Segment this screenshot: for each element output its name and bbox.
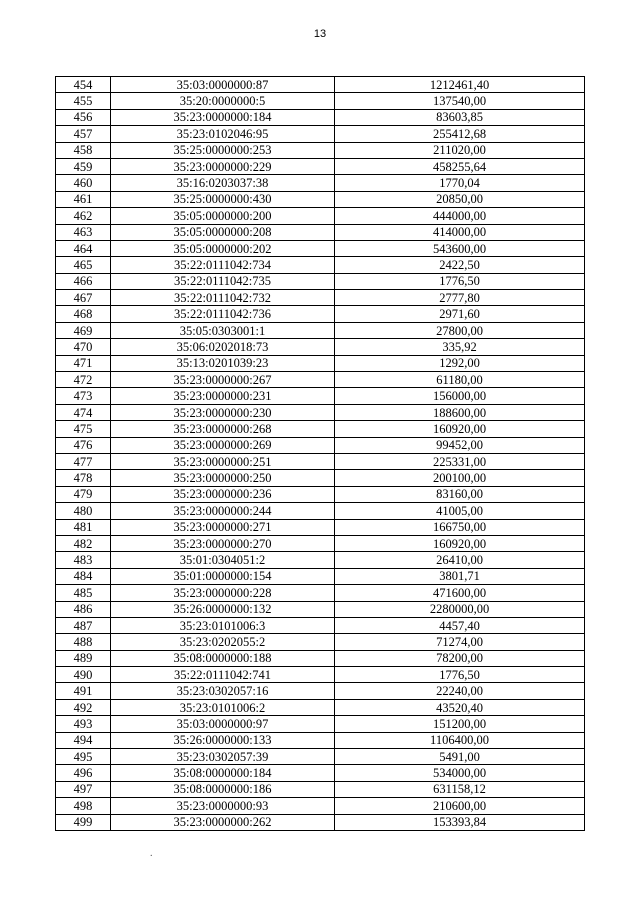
table-row — [56, 486, 585, 502]
cadastral-number-cell: 35:26:0000000:132 — [111, 601, 335, 617]
value-cell: 1292,00 — [335, 355, 585, 371]
cadastral-number-cell: 35:23:0000000:229 — [111, 158, 335, 174]
row-number-cell: 483 — [56, 552, 111, 568]
value-cell: 43520,40 — [335, 699, 585, 715]
cadastral-number-cell: 35:25:0000000:253 — [111, 142, 335, 158]
row-number-cell: 493 — [56, 716, 111, 732]
row-number-cell: 463 — [56, 224, 111, 240]
row-number-cell: 492 — [56, 699, 111, 715]
row-number-cell: 461 — [56, 191, 111, 207]
row-number-cell: 496 — [56, 765, 111, 781]
page-number: 13 — [313, 28, 327, 40]
row-number-cell: 473 — [56, 388, 111, 404]
table-row — [56, 716, 585, 732]
table-row — [56, 290, 585, 306]
cadastral-number-cell: 35:23:0000000:184 — [111, 109, 335, 125]
row-number-cell: 499 — [56, 814, 111, 830]
cadastral-number-cell: 35:01:0000000:154 — [111, 568, 335, 584]
row-number-cell: 472 — [56, 372, 111, 388]
table-row — [56, 765, 585, 781]
cadastral-number-cell: 35:23:0000000:269 — [111, 437, 335, 453]
table-row — [56, 93, 585, 109]
registry-table-body — [56, 77, 585, 831]
row-number-cell: 494 — [56, 732, 111, 748]
value-cell: 22240,00 — [335, 683, 585, 699]
row-number-cell: 470 — [56, 339, 111, 355]
cadastral-number-cell: 35:23:0000000:268 — [111, 421, 335, 437]
cadastral-number-cell: 35:23:0000000:267 — [111, 372, 335, 388]
table-row — [56, 437, 585, 453]
table-row — [56, 372, 585, 388]
cadastral-number-cell: 35:23:0101006:3 — [111, 617, 335, 633]
value-cell: 26410,00 — [335, 552, 585, 568]
table-row — [56, 191, 585, 207]
value-cell: 211020,00 — [335, 142, 585, 158]
cadastral-number-cell: 35:20:0000000:5 — [111, 93, 335, 109]
cadastral-number-cell: 35:23:0000000:271 — [111, 519, 335, 535]
table-row — [56, 601, 585, 617]
value-cell: 335,92 — [335, 339, 585, 355]
table-row — [56, 77, 585, 93]
table-row — [56, 453, 585, 469]
table-row — [56, 617, 585, 633]
row-number-cell: 475 — [56, 421, 111, 437]
table-row — [56, 749, 585, 765]
registry-table — [55, 76, 585, 831]
table-row — [56, 568, 585, 584]
table-row — [56, 699, 585, 715]
row-number-cell: 482 — [56, 535, 111, 551]
table-row — [56, 257, 585, 273]
row-number-cell: 479 — [56, 486, 111, 502]
value-cell: 458255,64 — [335, 158, 585, 174]
table-row — [56, 322, 585, 338]
value-cell: 2422,50 — [335, 257, 585, 273]
cadastral-number-cell: 35:08:0000000:188 — [111, 650, 335, 666]
value-cell: 41005,00 — [335, 503, 585, 519]
row-number-cell: 484 — [56, 568, 111, 584]
cadastral-number-cell: 35:23:0000000:270 — [111, 535, 335, 551]
cadastral-number-cell: 35:13:0201039:23 — [111, 355, 335, 371]
cadastral-number-cell: 35:05:0000000:200 — [111, 208, 335, 224]
cadastral-number-cell: 35:23:0000000:250 — [111, 470, 335, 486]
table-row — [56, 667, 585, 683]
cadastral-number-cell: 35:26:0000000:133 — [111, 732, 335, 748]
value-cell: 2280000,00 — [335, 601, 585, 617]
table-row — [56, 208, 585, 224]
cadastral-number-cell: 35:03:0000000:97 — [111, 716, 335, 732]
table-row — [56, 175, 585, 191]
value-cell: 543600,00 — [335, 240, 585, 256]
value-cell: 83603,85 — [335, 109, 585, 125]
row-number-cell: 477 — [56, 453, 111, 469]
cadastral-number-cell: 35:16:0203037:38 — [111, 175, 335, 191]
cadastral-number-cell: 35:23:0000000:236 — [111, 486, 335, 502]
value-cell: 20850,00 — [335, 191, 585, 207]
value-cell: 225331,00 — [335, 453, 585, 469]
table-row — [56, 634, 585, 650]
row-number-cell: 478 — [56, 470, 111, 486]
row-number-cell: 456 — [56, 109, 111, 125]
row-number-cell: 468 — [56, 306, 111, 322]
table-row — [56, 109, 585, 125]
cadastral-number-cell: 35:22:0111042:734 — [111, 257, 335, 273]
cadastral-number-cell: 35:01:0304051:2 — [111, 552, 335, 568]
value-cell: 151200,00 — [335, 716, 585, 732]
table-row — [56, 240, 585, 256]
table-row — [56, 585, 585, 601]
table-row — [56, 535, 585, 551]
value-cell: 160920,00 — [335, 421, 585, 437]
value-cell: 200100,00 — [335, 470, 585, 486]
row-number-cell: 497 — [56, 781, 111, 797]
table-row — [56, 650, 585, 666]
value-cell: 2777,80 — [335, 290, 585, 306]
value-cell: 71274,00 — [335, 634, 585, 650]
cadastral-number-cell: 35:23:0302057:16 — [111, 683, 335, 699]
value-cell: 153393,84 — [335, 814, 585, 830]
row-number-cell: 476 — [56, 437, 111, 453]
cadastral-number-cell: 35:23:0000000:231 — [111, 388, 335, 404]
value-cell: 471600,00 — [335, 585, 585, 601]
row-number-cell: 474 — [56, 404, 111, 420]
row-number-cell: 495 — [56, 749, 111, 765]
row-number-cell: 471 — [56, 355, 111, 371]
table-row — [56, 503, 585, 519]
cadastral-number-cell: 35:05:0000000:202 — [111, 240, 335, 256]
cadastral-number-cell: 35:22:0111042:741 — [111, 667, 335, 683]
cadastral-number-cell: 35:23:0000000:244 — [111, 503, 335, 519]
table-row — [56, 306, 585, 322]
cadastral-number-cell: 35:23:0202055:2 — [111, 634, 335, 650]
value-cell: 4457,40 — [335, 617, 585, 633]
row-number-cell: 485 — [56, 585, 111, 601]
value-cell: 1776,50 — [335, 667, 585, 683]
row-number-cell: 467 — [56, 290, 111, 306]
row-number-cell: 498 — [56, 798, 111, 814]
value-cell: 2971,60 — [335, 306, 585, 322]
row-number-cell: 480 — [56, 503, 111, 519]
value-cell: 444000,00 — [335, 208, 585, 224]
value-cell: 210600,00 — [335, 798, 585, 814]
table-row — [56, 519, 585, 535]
cadastral-number-cell: 35:05:0000000:208 — [111, 224, 335, 240]
table-row — [56, 781, 585, 797]
table-row — [56, 142, 585, 158]
cadastral-number-cell: 35:23:0302057:39 — [111, 749, 335, 765]
row-number-cell: 455 — [56, 93, 111, 109]
cadastral-number-cell: 35:23:0102046:95 — [111, 126, 335, 142]
value-cell: 1106400,00 — [335, 732, 585, 748]
row-number-cell: 458 — [56, 142, 111, 158]
value-cell: 1776,50 — [335, 273, 585, 289]
row-number-cell: 490 — [56, 667, 111, 683]
value-cell: 5491,00 — [335, 749, 585, 765]
row-number-cell: 459 — [56, 158, 111, 174]
table-row — [56, 798, 585, 814]
row-number-cell: 465 — [56, 257, 111, 273]
cadastral-number-cell: 35:22:0111042:736 — [111, 306, 335, 322]
value-cell: 188600,00 — [335, 404, 585, 420]
value-cell: 3801,71 — [335, 568, 585, 584]
row-number-cell: 466 — [56, 273, 111, 289]
row-number-cell: 454 — [56, 77, 111, 93]
table-row — [56, 552, 585, 568]
value-cell: 1212461,40 — [335, 77, 585, 93]
row-number-cell: 491 — [56, 683, 111, 699]
value-cell: 631158,12 — [335, 781, 585, 797]
value-cell: 166750,00 — [335, 519, 585, 535]
cadastral-number-cell: 35:08:0000000:184 — [111, 765, 335, 781]
cadastral-number-cell: 35:22:0111042:732 — [111, 290, 335, 306]
row-number-cell: 487 — [56, 617, 111, 633]
cadastral-number-cell: 35:23:0000000:228 — [111, 585, 335, 601]
table-row — [56, 273, 585, 289]
table-row — [56, 470, 585, 486]
cadastral-number-cell: 35:03:0000000:87 — [111, 77, 335, 93]
stray-mark: . — [150, 848, 153, 859]
table-row — [56, 355, 585, 371]
table-row — [56, 158, 585, 174]
table-row — [56, 404, 585, 420]
cadastral-number-cell: 35:23:0000000:262 — [111, 814, 335, 830]
cadastral-number-cell: 35:22:0111042:735 — [111, 273, 335, 289]
cadastral-number-cell: 35:05:0303001:1 — [111, 322, 335, 338]
value-cell: 99452,00 — [335, 437, 585, 453]
value-cell: 534000,00 — [335, 765, 585, 781]
row-number-cell: 486 — [56, 601, 111, 617]
table-row — [56, 388, 585, 404]
row-number-cell: 460 — [56, 175, 111, 191]
cadastral-number-cell: 35:25:0000000:430 — [111, 191, 335, 207]
value-cell: 255412,68 — [335, 126, 585, 142]
row-number-cell: 464 — [56, 240, 111, 256]
table-row — [56, 126, 585, 142]
cadastral-number-cell: 35:08:0000000:186 — [111, 781, 335, 797]
table-row — [56, 421, 585, 437]
value-cell: 1770,04 — [335, 175, 585, 191]
value-cell: 78200,00 — [335, 650, 585, 666]
row-number-cell: 469 — [56, 322, 111, 338]
row-number-cell: 488 — [56, 634, 111, 650]
row-number-cell: 481 — [56, 519, 111, 535]
value-cell: 83160,00 — [335, 486, 585, 502]
table-row — [56, 732, 585, 748]
value-cell: 160920,00 — [335, 535, 585, 551]
row-number-cell: 457 — [56, 126, 111, 142]
value-cell: 156000,00 — [335, 388, 585, 404]
cadastral-number-cell: 35:23:0000000:251 — [111, 453, 335, 469]
table-row — [56, 339, 585, 355]
table-row — [56, 814, 585, 830]
value-cell: 414000,00 — [335, 224, 585, 240]
value-cell: 61180,00 — [335, 372, 585, 388]
row-number-cell: 462 — [56, 208, 111, 224]
cadastral-number-cell: 35:23:0000000:230 — [111, 404, 335, 420]
value-cell: 137540,00 — [335, 93, 585, 109]
cadastral-number-cell: 35:06:0202018:73 — [111, 339, 335, 355]
row-number-cell: 489 — [56, 650, 111, 666]
table-row — [56, 224, 585, 240]
value-cell: 27800,00 — [335, 322, 585, 338]
table-row — [56, 683, 585, 699]
cadastral-number-cell: 35:23:0000000:93 — [111, 798, 335, 814]
cadastral-number-cell: 35:23:0101006:2 — [111, 699, 335, 715]
